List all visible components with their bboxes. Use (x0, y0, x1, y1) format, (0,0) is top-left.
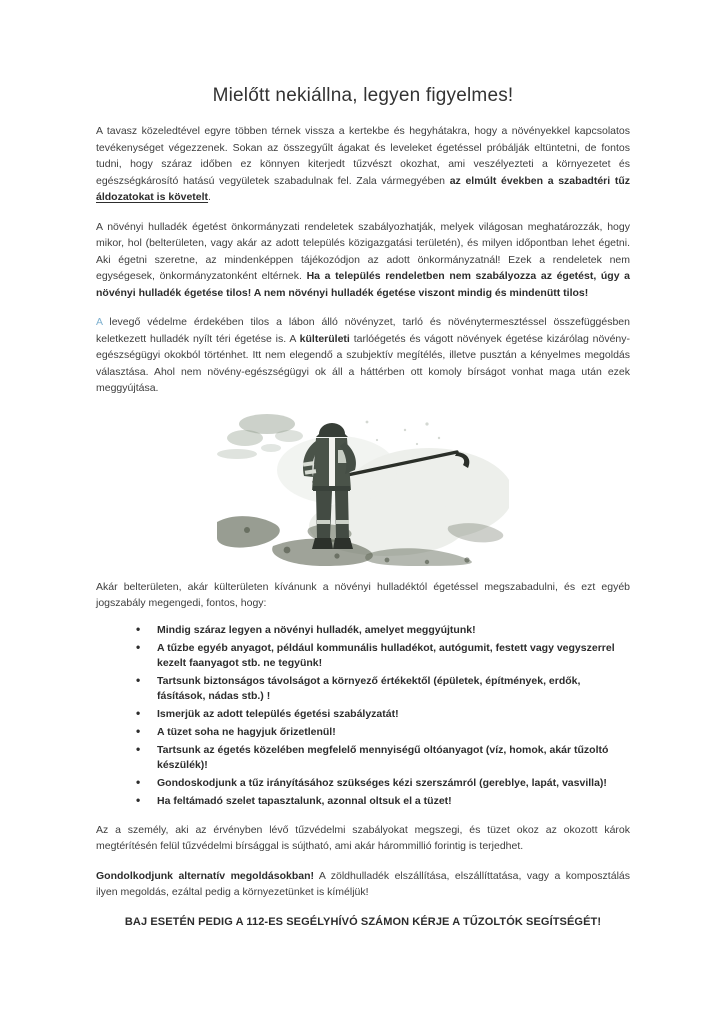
paragraph-text: . (208, 191, 211, 203)
paragraph-text: A növényi hulladék égetést önkormányzati rendeletek szabályozhatják, melyek világosan meghatározzák, hogy mikor, hol (belterületen, vagy akár az adott település közigazgatási területén), és milyen időpontban lehet égetni. Aki égetni szeretne, az mindenképpen tájékozódjon az adott önkormányzatnál! Ezek a rendeletek nem egységesek, önkormányzatonként eltérnek. (96, 220, 630, 282)
emergency-call-line: BAJ ESETÉN PEDIG A 112-ES SEGÉLYHÍVÓ SZÁMON KÉRJE A TŰZOLTÓK SEGÍTSÉGÉT! (124, 915, 602, 928)
firefighter-photo (217, 410, 509, 566)
paragraph-text: A tavasz közeledtével egyre többen térnek vissza a kertekbe és hegyhátakra, hogy a növényekkel kapcsolatos tevékenységet végezzenek. Sokan az összegyűlt ágakat és leveleket égetéssel próbálják eltüntetni, de fontos tudni, hogy száraz időben ez könnyen kiterjedt tűzvészt okozhat, ami veszélyezteti a környezetet és egészségkárosító hatású vegyületek szabadulnak fel. Zala vármegyében (96, 125, 630, 187)
paragraph-spring-intro (96, 123, 630, 206)
paragraph-fine-warning: Az a személy, aki az érvényben lévő tűzvédelmi szabályokat megszegi, és tüzet okoz az okozott károk megtérítésén felül tűzvédelmi bírsággal is sújtható, ami akár hárommillió forintig is terjedhet. (96, 823, 630, 852)
bold-prohibition-text: Ha a település rendeletben nem szabályozza az égetést, úgy a növényi hulladék égetése tilos! A nem növényi hulladék égetése viszont mindig és mindenütt tilos! (96, 270, 630, 299)
bold-alternatives-text: Gondolkodjunk alternatív megoldásokban! (96, 869, 315, 882)
paragraph-alternatives (96, 868, 630, 901)
safety-rules-list (96, 623, 630, 809)
list-item: • Ismerjük az adott település égetési szabályzatát! (134, 707, 630, 722)
page-title: Mielőtt nekiállna, legyen figyelmes! (212, 85, 514, 106)
paragraph-text: levegő védelme érdekében tilos a lábon álló növényzet, tarló és növénytermesztéssel összefüggésben keletkezett hulladék nyílt téri égetése is. A (96, 316, 630, 345)
bold-underlined-text: áldozatokat is követelt (96, 191, 209, 203)
paragraph-rules-intro: Akár belterületen, akár külterületen kívánunk a növényi hulladéktól égetéssel megszabadulni, és ezt egyéb jogszabály megengedi, fontos, hogy: (96, 580, 630, 609)
paragraph-air-protection (96, 314, 630, 397)
bold-warning-text: az elmúlt években a szabadtéri tűz (449, 174, 630, 187)
blue-lead-letter: A (96, 316, 103, 328)
paragraph-text: tarlóégetés és vágott növények égetése kizárólag növény-egészségügyi okokból történhet. Itt nem elegendő a szubjektív megítélés, illetve pusztán a kényelmes megoldás választása. Ahol nem növény-egészségügyi ok áll a háttérben ott komoly bírságot vonhat maga után ezek meggyújtása. (96, 332, 630, 394)
paragraph-text: A zöldhulladék elszállítása, elszállíttatása, vagy a komposztálás ilyen megoldás, ezáltal pedig a környezetünket is kíméljük! (96, 869, 630, 898)
list-item: • Ha feltámadó szelet tapasztalunk, azonnal oltsuk el a tüzet! (134, 794, 630, 809)
list-item: • A tűzbe egyéb anyagot, például kommunális hulladékot, autógumit, festett vagy vegyszerrel kezelt faanyagot stb. ne tegyünk! (134, 641, 630, 671)
paragraph-municipal-rules (96, 219, 630, 302)
list-item: • Mindig száraz legyen a növényi hulladék, amelyet meggyújtunk! (134, 623, 630, 638)
list-item: • Gondoskodjunk a tűz irányításához szükséges kézi szerszámról (gereblye, lapát, vasvilla)! (134, 776, 630, 791)
list-item: • A tüzet soha ne hagyjuk őrizetlenül! (134, 725, 630, 740)
list-item: • Tartsunk az égetés közelében megfelelő mennyiségű oltóanyagot (víz, homok, akár tűzoltó készülék)! (134, 743, 630, 773)
bold-kulteruleti-text: külterületi (299, 332, 350, 345)
list-item: • Tartsunk biztonságos távolságot a környező értékektől (épületek, építmények, erdők, fásítások, nádas stb.) ! (134, 674, 630, 704)
firefighter-photo-illustration (217, 410, 509, 566)
